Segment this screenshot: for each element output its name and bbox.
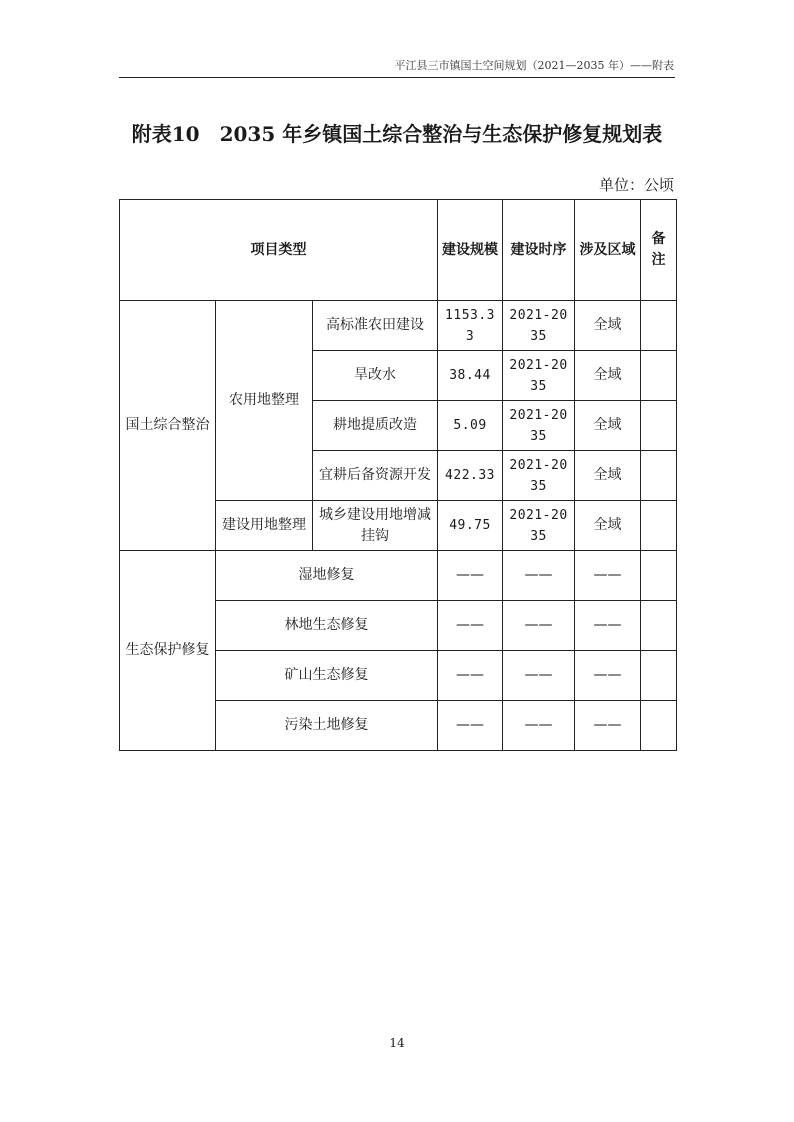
area-cell: ——	[575, 701, 641, 751]
period-cell: 2021-2035	[503, 301, 575, 351]
note-cell	[641, 651, 677, 701]
scale-cell: 422.33	[438, 451, 503, 501]
period-cell: 2021-2035	[503, 501, 575, 551]
item-cell: 矿山生态修复	[216, 651, 438, 701]
subgroup-farmland: 农用地整理	[216, 301, 313, 501]
group-eco-restoration: 生态保护修复	[120, 551, 216, 751]
unit-label: 单位：公顷	[598, 176, 674, 194]
note-cell	[641, 351, 677, 401]
plan-table	[119, 199, 677, 751]
item-cell: 旱改水	[313, 351, 438, 401]
note-cell	[641, 551, 677, 601]
header-rule	[119, 77, 675, 78]
header-area: 涉及区域	[575, 200, 641, 301]
area-cell: ——	[575, 551, 641, 601]
note-cell	[641, 301, 677, 351]
header-scale: 建设规模	[438, 200, 503, 301]
item-cell: 污染土地修复	[216, 701, 438, 751]
table-header-row	[120, 200, 677, 301]
subgroup-construction-land: 建设用地整理	[216, 501, 313, 551]
scale-cell: 1153.33	[438, 301, 503, 351]
page-title: 附表10 2035 年乡镇国土综合整治与生态保护修复规划表	[131, 122, 663, 146]
item-cell: 林地生态修复	[216, 601, 438, 651]
area-cell: ——	[575, 601, 641, 651]
table-row	[120, 551, 677, 601]
scale-cell: 49.75	[438, 501, 503, 551]
page-number: 14	[389, 1036, 405, 1050]
period-cell: ——	[503, 551, 575, 601]
item-cell: 宜耕后备资源开发	[313, 451, 438, 501]
table-row	[120, 301, 677, 351]
item-cell: 城乡建设用地增减挂钩	[313, 501, 438, 551]
scale-cell: 5.09	[438, 401, 503, 451]
item-cell: 耕地提质改造	[313, 401, 438, 451]
note-cell	[641, 501, 677, 551]
area-cell: 全域	[575, 351, 641, 401]
item-cell: 高标准农田建设	[313, 301, 438, 351]
header-period: 建设时序	[503, 200, 575, 301]
period-cell: ——	[503, 601, 575, 651]
period-cell: ——	[503, 651, 575, 701]
note-cell	[641, 401, 677, 451]
group-land-consolidation: 国土综合整治	[120, 301, 216, 551]
scale-cell: ——	[438, 651, 503, 701]
scale-cell: 38.44	[438, 351, 503, 401]
area-cell: 全域	[575, 401, 641, 451]
area-cell: 全域	[575, 301, 641, 351]
scale-cell: ——	[438, 601, 503, 651]
period-cell: ——	[503, 701, 575, 751]
header-note: 备注	[641, 200, 677, 301]
item-cell: 湿地修复	[216, 551, 438, 601]
running-header: 平江县三市镇国土空间规划（2021—2035 年）——附表	[394, 59, 674, 72]
period-cell: 2021-2035	[503, 351, 575, 401]
header-type: 项目类型	[120, 200, 438, 301]
note-cell	[641, 701, 677, 751]
area-cell: 全域	[575, 451, 641, 501]
area-cell: 全域	[575, 501, 641, 551]
period-cell: 2021-2035	[503, 401, 575, 451]
scale-cell: ——	[438, 701, 503, 751]
area-cell: ——	[575, 651, 641, 701]
note-cell	[641, 601, 677, 651]
note-cell	[641, 451, 677, 501]
period-cell: 2021-2035	[503, 451, 575, 501]
scale-cell: ——	[438, 551, 503, 601]
